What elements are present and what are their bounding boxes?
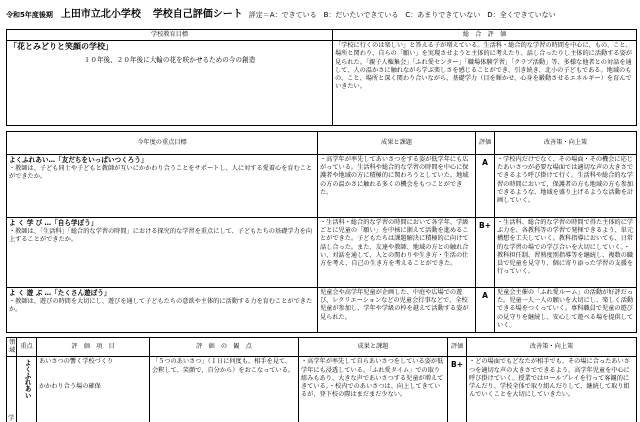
focus-title: よ く 学 び …「自ら学ぼう」 [9,219,98,227]
focus-header: 重点 [17,338,37,357]
table-row [7,218,637,288]
evaluation-grade: A [476,155,495,218]
improvement-header: 改善策・向上策 [467,338,637,357]
sheet-header [6,8,636,22]
evaluation-item: あいさつの響く学校づくり [39,358,114,366]
improvement-cell: ・学校内だけでなく、その場面・その機会に応じたあいさつが必要な場面では適切な声の大きさでできるよう呼び掛けて行く。生活科や総合的な学習の時間において、保護者の方も地域の方も参加できるような、地域を盛り上げるような活動を計画していく。 [495,155,637,218]
school-goal-table [6,29,637,126]
focus-goals-header: 今年度の重点目標 [7,132,318,155]
results-header: 成果と課題 [299,338,448,357]
improvement-header: 改善策・向上策 [495,132,637,155]
area-cell: 学 [7,357,17,422]
improvement-cell: ・どの場面でもどなたが相手でも、その場に合ったあいさつを適切な声の大きさでできるよう、高学年児童を中心に呼び掛けていく。授業ではロールプレイを行って客観的に学んだり、学校全体で取り組んだりして、継続して取り組んでいくことを大切にしていきたい。 [467,357,637,422]
school-motto: 「花とみどりと笑顔の学校」 [9,42,113,52]
results-header: 成果と課題 [318,132,476,155]
results-cell: ・高学年が率先してあいさつをする姿が低学年にも広がっている。生活科や総合的な学習の時間を中心に保護者や地域の方に積極的に関わろうとしていた。地域の方の温かさに触れる多くの機会をもつことができた。 [318,155,476,218]
results-cell: ・生活科・総合的な学習の時間において各学年、学級ごとに児童の「願い」を中核に据えて活動を進めることができた。子どもたちは課題解決に積極的に向けて話し合った。また、友達や教師、地域の方との触れ合い、対話を通して、人との関わりや生き方・生活の仕方を考え、自己の生き方を考えることができた。 [318,218,476,288]
evaluation-grade: A [476,288,495,333]
school-name: 上田市立北小学校 [60,9,141,20]
results-cell: ・高学年が率先して自らあいさつをしている姿が低学年にも浸透している。「ふれ愛タイム」での取り組みもあり、大きな声であいさつする児童が増えてきている。・校内でのあいさつは、向上してきているが、登下校の際はまだまだ少ない。 [299,357,448,422]
focus-title: よくふれあい…「友だちをいっぱいつくろう」 [9,156,148,164]
focus-description: ・教師は、「生活科」「総合的な学習の時間」における探究的な学習を重点にして、子どもたちの基礎学力を向上することができたか。 [9,227,313,243]
results-cell: 児童会や高学年児童が企画した、中庭や広場での遊び、レクリエーションなどの児童会行事などで、全校児童が参加し、学年や学級の枠を越えて活動する姿が見られた。 [318,288,476,333]
fiscal-year: 令和5年度後期 [6,11,53,19]
table-row [7,288,637,333]
evaluation-item-header: 評 価 項 目 [37,338,150,357]
focus-goals-table [6,131,637,333]
evaluation-header: 評価 [448,338,467,357]
evaluation-grade: B+ [448,357,467,422]
focus-title: よ く 遊 ぶ …「たくさん遊ぼう」 [9,289,111,297]
sheet-title: 学校自己評価シート [152,9,243,20]
evaluation-item: かかわり合う場の確保 [39,382,101,390]
focus-description: ・教師は、子ども同士や子どもと教師が互いにかかわり合うことをサポートし、人に対する愛着心を育むことができたか。 [9,164,313,180]
viewpoint-header: 評 価 の 観 点 [150,338,299,357]
evaluation-header: 評価 [476,132,495,155]
table-row [7,357,637,422]
evaluation-grade: B+ [476,218,495,288]
improvement-cell: 児童会主催の「ふれ愛ルーム」の活動が好評だった。児童一人一人の願いを大切にし、楽しく活動できる場をつくっていく。専科職員で児童の遊びの見守りを継続し、安心して遊べる場を提供していく。 [495,288,637,333]
grading-criteria: 評定＝A：できている B：だいたいできている C：あまりできていない D：全くできていない [248,11,556,19]
viewpoint-cell: 「５つのあいさつ」（１日に何度も、相手を見て、会釈して、笑顔で、自分から）をおこなっている。 [150,357,299,422]
focus-vertical-label: よくふれあい [23,359,32,399]
evaluation-detail-table [6,337,637,422]
overall-evaluation-header: 総 合 評 価 [333,30,637,41]
overall-evaluation-text: 「学校に行くのは楽しい」と答える子が増えている。生活科・総合的な学習の時間を中心に、もの、こと、場所と関わり、自らの「願い」を実現させようと主体的に考えたり、話し合ったりし主体的に活動する姿が見られた。「親子人権集会」「ふれ愛センター」「職場体験学習」「クラブ活動」等、多様な他者との対話を通して、人の温かさに触れながら学ぶ楽しさを感じることができ、引き続き、北小の子どもである。地域のもの、こと、場所と深く関わり合いながら、基礎学力（目を輝かせ、心身を鍛動させるエネルギー）を育んでいきたい。 [333,41,637,126]
table-row [7,155,637,218]
area-header: 領域 [7,338,17,357]
school-goal-header: 学校教育目標 [7,30,333,41]
focus-description: ・教師は、遊びの時間を大切にし、遊びを通して子どもたちの意欲や主体的に活動する力を育むことができたか。 [9,297,313,313]
improvement-cell: ・生活科、総合的な学習の時間で得た主体的に学ぶ力を、各教科等の学習で発揮できるよう、単元構想を工夫していく。教科指導においても、日常的な学習の場での学び合いを大切にしていく。・教科担任制、習熟度別指導等を継続し、複数の職員で児童を見守り、個に寄り添った学習の支援を行っていく。 [495,218,637,288]
school-vision: １０年後、２０年後に大輪の花を咲かせるための今の創造 [83,55,256,64]
